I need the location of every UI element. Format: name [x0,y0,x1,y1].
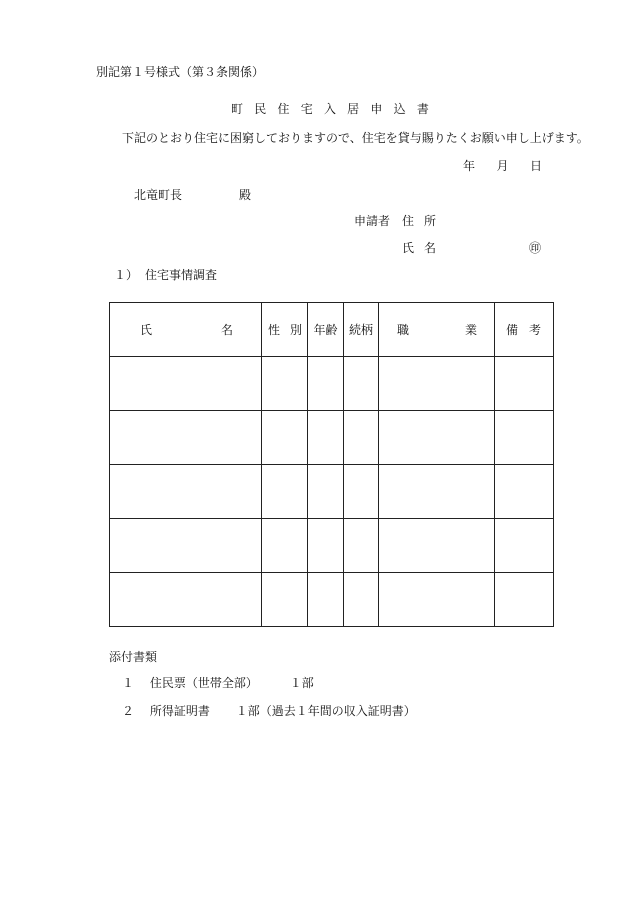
date-month-label: 月 [496,159,509,173]
date-line [463,159,542,173]
attachment-number: １ [122,676,135,690]
header-sex [262,303,308,357]
cell-age[interactable] [308,573,344,627]
cell-relation[interactable] [344,411,379,465]
title-char: 住 [277,102,290,116]
cell-age[interactable] [308,411,344,465]
header-job-char: 職 [397,323,410,337]
attachment-item [122,704,416,718]
cell-note[interactable] [495,573,554,627]
cell-name[interactable] [110,573,262,627]
applicant-label: 申請者 [354,214,391,228]
title-char: 民 [254,102,267,116]
header-name-char: 氏 [140,323,153,337]
section-number: １） [114,268,139,282]
table-row [110,573,554,627]
applicant-name-label [402,241,436,255]
address-label-char: 所 [423,214,436,228]
applicant-address-label [402,214,436,228]
header-name-char: 名 [220,323,233,337]
header-relation: 続柄 [344,303,379,357]
cell-note[interactable] [495,519,554,573]
household-survey-table [109,302,554,627]
cell-name[interactable] [110,519,262,573]
cell-note[interactable] [495,465,554,519]
cell-sex[interactable] [262,465,308,519]
header-sex-char: 性 [268,323,281,337]
cell-note[interactable] [495,411,554,465]
cell-job[interactable] [379,357,495,411]
cell-relation[interactable] [344,573,379,627]
table-row [110,357,554,411]
header-job [379,303,495,357]
cell-job[interactable] [379,519,495,573]
attachment-number: ２ [122,704,135,718]
header-note-char: 備 [506,323,519,337]
cell-name[interactable] [110,411,262,465]
document-title [231,102,429,116]
title-char: 入 [323,102,336,116]
header-name [110,303,262,357]
name-label-char: 氏 [402,241,415,255]
attachment-qty: １部 [289,676,314,690]
cell-sex[interactable] [262,411,308,465]
table-row [110,519,554,573]
cell-name[interactable] [110,465,262,519]
title-char: 町 [231,102,244,116]
attachment-text: 住民票（世帯全部） [149,676,258,690]
cell-age[interactable] [308,519,344,573]
title-char: 居 [347,102,360,116]
form-label: 別記第１号様式（第３条関係） [96,65,265,79]
date-day-label: 日 [529,159,542,173]
addressee-name: 北竜町長 [134,188,183,202]
cell-note[interactable] [495,357,554,411]
cell-age[interactable] [308,465,344,519]
addressee-honorific: 殿 [239,188,252,202]
date-year-label: 年 [463,159,476,173]
table-row [110,465,554,519]
attachments-title: 添付書類 [109,650,158,664]
header-sex-char: 別 [289,323,302,337]
cell-name[interactable] [110,357,262,411]
name-label-char: 名 [423,241,436,255]
cell-relation[interactable] [344,465,379,519]
header-note-char: 考 [528,323,541,337]
table-row [110,411,554,465]
title-char: 宅 [300,102,313,116]
header-note [495,303,554,357]
attachment-item [122,676,314,690]
cell-relation[interactable] [344,357,379,411]
cell-sex[interactable] [262,357,308,411]
title-char: 書 [416,102,429,116]
table-header-row [110,303,554,357]
seal-mark: ㊞ [529,241,542,255]
address-label-char: 住 [402,214,415,228]
attachment-qty: １部（過去１年間の収入証明書） [235,704,416,718]
cell-age[interactable] [308,357,344,411]
cell-sex[interactable] [262,519,308,573]
cell-relation[interactable] [344,519,379,573]
title-char: 込 [393,102,406,116]
header-job-char: 業 [464,323,477,337]
cell-job[interactable] [379,573,495,627]
cell-sex[interactable] [262,573,308,627]
cell-job[interactable] [379,411,495,465]
attachment-text: 所得証明書 [149,704,210,718]
section-title: 住宅事情調査 [145,268,218,282]
intro-text: 下記のとおり住宅に困窮しておりますので、住宅を貸与賜りたくお願い申し上げます。 [122,131,589,145]
title-char: 申 [370,102,383,116]
cell-job[interactable] [379,465,495,519]
header-age: 年齢 [308,303,344,357]
